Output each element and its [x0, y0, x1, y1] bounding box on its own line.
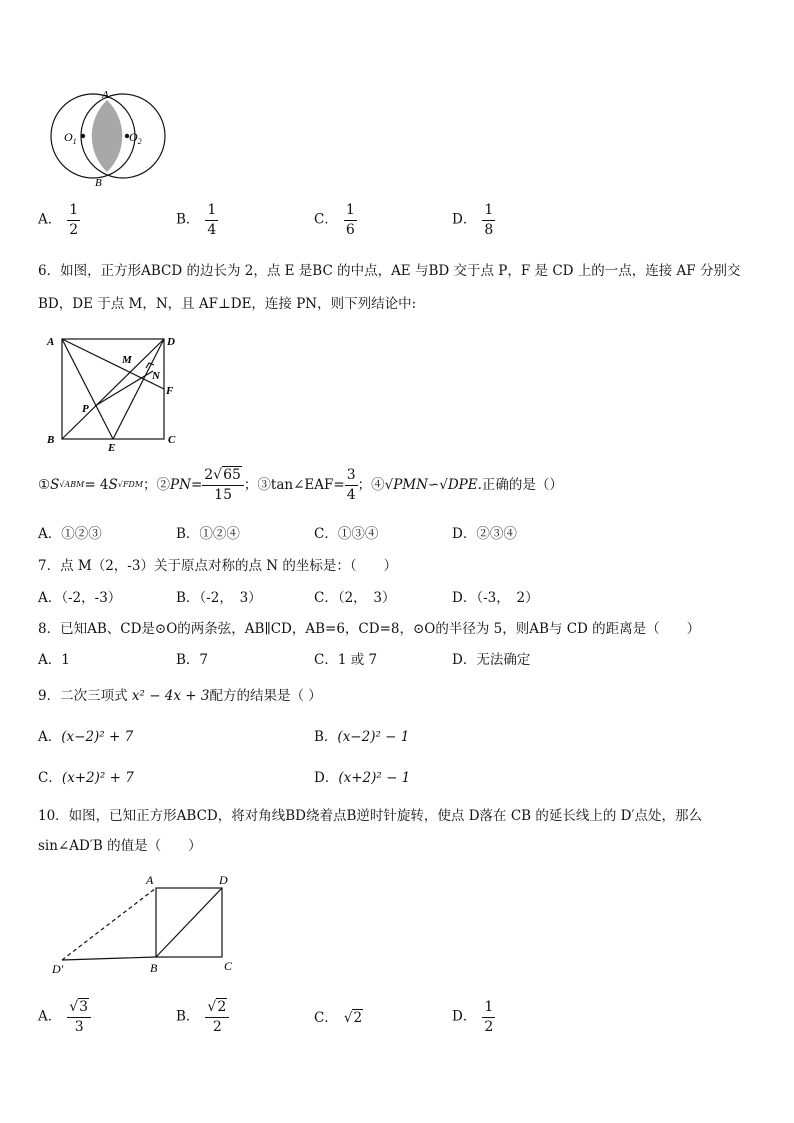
q5-label-b: B [95, 177, 102, 189]
q6-label-b: B [47, 434, 55, 446]
q6-segment-pn [95, 371, 153, 406]
q6-label-a: A [47, 336, 55, 348]
q7-stem: 7．点 M（2，-3）关于原点对称的点 N 的坐标是：（ ） [38, 558, 398, 574]
q7-option-a: A．（-2，-3） [38, 590, 122, 606]
q5-option-a: A． $\frac{1}{2}$ [38, 202, 79, 238]
q10-label-a: A [146, 873, 154, 887]
q10-stem-line1: 10．如图，已知正方形ABCD，将对角线BD绕着点B逆时针旋转，使点 D落在 CB 的延长线上的 D′点处，那么 [38, 808, 703, 824]
q6-stem-line1: 6．如图，正方形ABCD 的边长为 2，点 E 是BC 的中点，AE 与BD 交于点 P，F 是 CD 上的一点，连接 AF 分别交 [38, 263, 741, 279]
q10-stem-line2: sin∠AD′B 的值是（ ） [38, 838, 202, 854]
q5-figure [38, 88, 173, 190]
q6-segment-de [113, 339, 164, 439]
q10-label-dprime: D′ [52, 962, 64, 976]
q5-shaded-lens [92, 100, 123, 172]
q9-option-a: A．(x−2)² + 7 [38, 729, 134, 745]
q5-label-o1: $O_1$ [64, 130, 77, 146]
q6-figure [42, 330, 187, 455]
q8-option-a: A．1 [38, 652, 70, 668]
q6-label-f: F [166, 385, 174, 397]
q6-statements: ① S √ABM = 4 S √FDM ；② PN = $\frac{2√65}{15}$ ；③tan∠EAF= $\frac{3}{4}$ ；④ √PMN∽√DPE. 正确的是（） [38, 467, 563, 503]
q10-option-d: D． $\frac{1}{2}$ [452, 999, 494, 1035]
q9-stem: 9．二次三项式 x² − 4x + 3配方的结果是（ ） [38, 688, 322, 704]
q10-option-a: A． $\frac{√3}{3}$ [38, 1000, 91, 1034]
q7-option-b: B．（-2， 3） [176, 590, 262, 606]
q10-diagonal-bd [156, 888, 222, 957]
q6-label-c: C [168, 434, 176, 446]
q10-label-c: C [224, 959, 233, 973]
q6-option-c: C．①③④ [314, 526, 379, 542]
q8-option-b: B．7 [176, 652, 209, 668]
q10-label-b: B [150, 961, 158, 975]
q6-label-d: D [167, 336, 175, 348]
q5-option-d: D． $\frac{1}{8}$ [452, 202, 494, 238]
q10-figure [48, 868, 243, 978]
q9-option-b: B．(x−2)² − 1 [314, 729, 410, 745]
q6-label-n: N [152, 370, 160, 382]
q5-option-c: C． $\frac{1}{6}$ [314, 202, 355, 238]
q8-option-d: D．无法确定 [452, 652, 531, 668]
q6-label-m: M [122, 354, 132, 366]
q7-option-d: D．（-3， 2） [452, 590, 539, 606]
q8-option-c: C．1 或 7 [314, 652, 378, 668]
q9-option-d: D．(x+2)² − 1 [314, 770, 411, 786]
q10-dashed-ad [62, 888, 156, 960]
q7-option-c: C．（2， 3） [314, 590, 396, 606]
q5-label-o2: $O_2$ [129, 130, 142, 146]
q5-center-o1 [81, 134, 85, 138]
q10-label-d: D [219, 873, 228, 887]
q6-option-b: B．①②④ [176, 526, 240, 542]
q6-option-a: A．①②③ [38, 526, 102, 542]
q10-option-c: C． √2 [314, 1010, 363, 1026]
q5-option-b: B． $\frac{1}{4}$ [176, 202, 217, 238]
q5-label-a: A [102, 89, 109, 101]
q10-option-b: B． $\frac{√2}{2}$ [176, 1000, 229, 1034]
q6-stem-line2: BD，DE 于点 M，N，且 AF⊥DE，连接 PN，则下列结论中: [38, 296, 417, 312]
q6-option-d: D．②③④ [452, 526, 517, 542]
q10-segment-db [62, 957, 156, 960]
q6-label-p: P [82, 403, 89, 415]
q8-stem: 8．已知AB、CD是⊙O的两条弦，AB∥CD，AB=6，CD=8，⊙O的半径为 5，则AB与 CD 的距离是（ ） [38, 621, 701, 637]
q6-label-e: E [108, 442, 116, 454]
q6-segment-ae [62, 339, 113, 439]
q9-option-c: C．(x+2)² + 7 [38, 770, 134, 786]
